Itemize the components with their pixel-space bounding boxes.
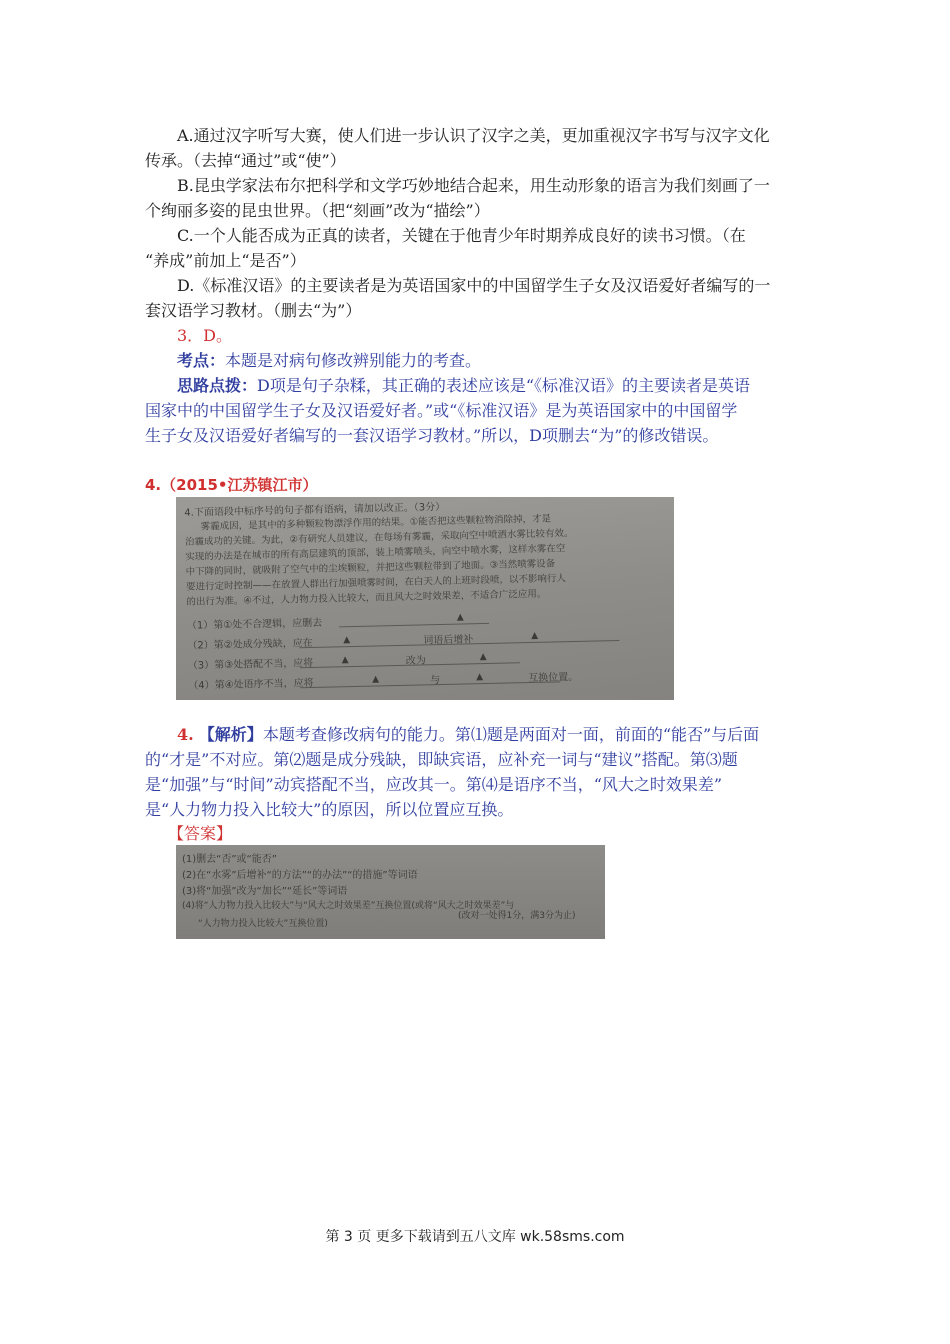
- photo-line: 中下降的同时，就吸附了空气中的尘埃颗粒，并把这些颗粒带到了地面。③当然喷雾设备: [185, 558, 556, 578]
- option-b-line2: 个绚丽多姿的昆虫世界。（把“刻画”改为“描绘”）: [145, 201, 490, 220]
- photo-line: （2）第②处成分残缺，应在: [187, 637, 313, 652]
- silu-line2: 国家中的中国留学生子女及汉语爱好者。”或“《标准汉语》是为英语国家中的中国留学: [145, 401, 738, 420]
- option-c-line1: C.一个人能否成为正真的读者，关键在于他青少年时期养成良好的读书习惯。（在: [177, 226, 746, 245]
- question-photo: [176, 497, 674, 700]
- option-b-line1: B.昆虫学家法布尔把科学和文学巧妙地结合起来，用生动形象的语言为我们刻画了一: [177, 176, 770, 195]
- triangle-marker-icon: ▲: [343, 635, 351, 646]
- photo-fill-text: 改为: [405, 655, 426, 667]
- triangle-marker-icon: ▲: [456, 612, 464, 623]
- photo-line: （4）第④处语序不当，应将: [188, 677, 314, 692]
- jiexi-num: 4.: [177, 725, 194, 744]
- photo-line: 实现的办法是在城市的所有高层建筑的顶部，装上喷雾喷头，向空中喷水雾，这样水雾在空: [185, 543, 566, 563]
- photo-line: 的出行为准。④不过，人力物力投入比较大，而且风大之时效果差，不适合广泛应用。: [186, 588, 547, 608]
- jiexi-line1: [145, 723, 805, 747]
- photo-line: 要进行定时控制——在放置人群出行加强喷雾时间，在白天人的上班时段喷，以不影响行人: [185, 573, 567, 593]
- silu-line1: [145, 374, 805, 398]
- photo-line: 雾霾成因，是其中的多种颗粒物漂浮作用的结果。①能否把这些颗粒物消除掉，才是: [200, 513, 552, 533]
- answer-photo-line: (3)将“加强”改为“加长”“延长”等词语: [182, 886, 348, 897]
- kaodian-label: 考点：: [177, 351, 226, 370]
- triangle-marker-icon: ▲: [531, 630, 539, 641]
- answer-photo-line: (4)将“人力物力投入比较大”与“风大之时效果差”互换位置(或将“风大之时效果差”与: [182, 901, 515, 911]
- photo-line: 治霾成功的关键。为此，②有研究人员建议，在每场有雾霾，采取向空中喷洒水雾比较有效。: [184, 527, 574, 548]
- jiexi-line4: 是“人力物力投入比较大”的原因，所以位置应互换。: [145, 800, 514, 819]
- photo-fill-text: 互换位置。: [528, 671, 579, 685]
- kaodian-line: [145, 349, 805, 373]
- photo-line: 4.下面语段中标序号的句子都有语病，请加以改正。（3分）: [184, 501, 446, 519]
- option-a-line1: A.通过汉字听写大赛，使人们进一步认识了汉字之美，更加重视汉字书写与汉字文化: [177, 126, 770, 145]
- answer-photo-line: “人力物力投入比较大”互换位置): [198, 919, 328, 929]
- triangle-marker-icon: ▲: [372, 674, 380, 685]
- answer-photo-line: (改对一处得1分，满3分为止): [458, 911, 576, 921]
- q4-heading: 4.（2015•江苏镇江市）: [145, 476, 318, 494]
- q3-answer: 3．D。: [177, 326, 233, 345]
- jiexi-line3: 是“加强”与“时间”动宾搭配不当，应改其一。第⑷是语序不当，“风大之时效果差”: [145, 775, 723, 794]
- option-a-line2: 传承。（去掉“通过”或“使”）: [145, 151, 346, 170]
- photo-fill-text: 词语后增补: [423, 634, 474, 647]
- answer-label: 【答案】: [168, 824, 233, 843]
- triangle-marker-icon: ▲: [479, 651, 487, 663]
- photo-line: （1）第①处不合逻辑，应删去: [186, 617, 323, 632]
- triangle-marker-icon: ▲: [341, 655, 349, 666]
- jiexi-line2: 的“才是”不对应。第⑵题是成分残缺，即缺宾语，应补充一词与“建议”搭配。第⑶题: [145, 750, 738, 769]
- photo-line: （3）第③处搭配不当，应将: [187, 657, 314, 672]
- option-c-line2: “养成”前加上“是否”）: [145, 251, 306, 270]
- option-d-line1: D.《标准汉语》的主要读者是为英语国家中的中国留学生子女及汉语爱好者编写的一: [177, 276, 771, 295]
- page-footer: 第 3 页 更多下载请到五八文库 wk.58sms.com: [325, 1229, 625, 1245]
- answer-photo-line: (2)在“水雾”后增补“的方法”“的办法”“的措施”等词语: [182, 870, 418, 881]
- photo-fill-text: 与: [430, 675, 441, 687]
- kaodian-text: 本题是对病句修改辨别能力的考查。: [225, 351, 482, 370]
- silu-text: D项是句子杂糅，其正确的表述应该是“《标准汉语》的主要读者是英语: [257, 376, 751, 395]
- answer-photo-line: (1)删去“否”或“能否”: [182, 854, 277, 865]
- answer-photo: [176, 845, 605, 939]
- blank-line: [339, 623, 489, 627]
- triangle-marker-icon: ▲: [476, 672, 484, 683]
- silu-label: 思路点拨：: [177, 376, 258, 395]
- jiexi-label: 【解析】: [198, 725, 263, 744]
- jiexi-text: 本题考查修改病句的能力。第⑴题是两面对一面，前面的“能否”与后面: [262, 725, 760, 744]
- silu-line3: 生子女及汉语爱好者编写的一套汉语学习教材。”所以，D项删去“为”的修改错误。: [145, 426, 719, 445]
- option-d-line2: 套汉语学习教材。（删去“为”）: [145, 301, 362, 320]
